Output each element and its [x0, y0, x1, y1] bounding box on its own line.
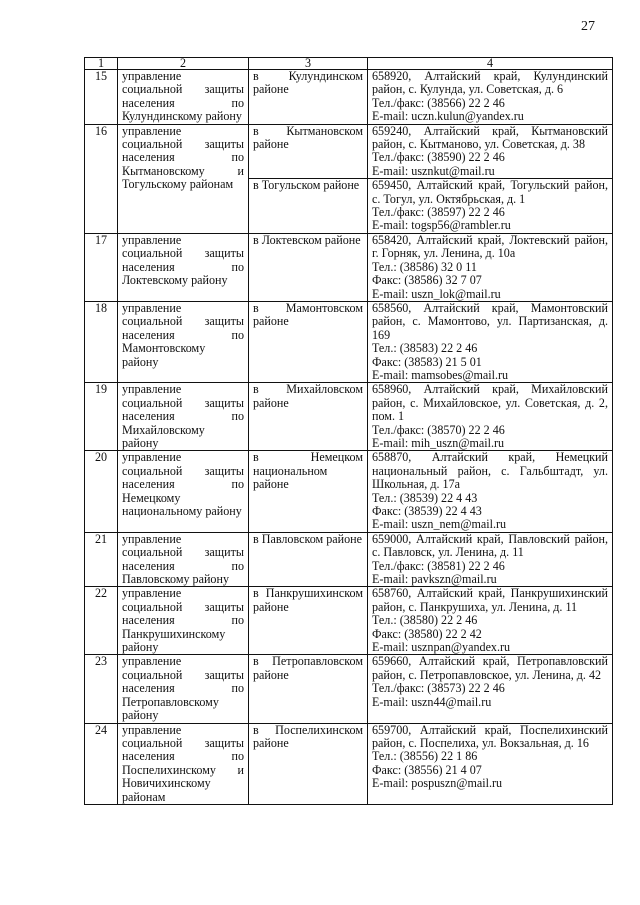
address-cell [368, 301, 613, 382]
email-line: E-mail: uszn_lok@mail.ru [372, 286, 501, 301]
header-cell: 3 [249, 58, 368, 70]
address-line: 658870, Алтайский край, Немецкий национальный район, с. Гальбштадт, ул. Школьная, д. 17а [372, 450, 608, 492]
table-row [85, 655, 613, 723]
district-cell: в Кытмановском районе [249, 124, 368, 179]
table-row [85, 383, 613, 451]
address-cell [368, 451, 613, 532]
department-name: управление социальной защиты населения по Кулундинскому району [118, 70, 249, 125]
address-line: Факс: (38556) 21 4 07 [372, 762, 482, 777]
address-line: Факс: (38580) 22 2 42 [372, 626, 482, 641]
address-line: Факс: (38586) 32 7 07 [372, 273, 482, 288]
address-line: 659240, Алтайский край, Кытмановский район, с. Кытманово, ул. Советская, д. 38 [372, 123, 608, 152]
row-number: 18 [85, 301, 118, 382]
email-line: E-mail: uczn.kulun@yandex.ru [372, 109, 524, 124]
district-cell: в Тогульском районе [249, 179, 368, 234]
district-cell: в Немецком национальном районе [249, 451, 368, 532]
table-row [85, 451, 613, 532]
row-number: 19 [85, 383, 118, 451]
header-row [85, 58, 613, 70]
page-number: 27 [581, 19, 595, 34]
district-cell: в Кулундинском районе [249, 70, 368, 125]
address-line: Факс: (38539) 22 4 43 [372, 504, 482, 518]
address-line: Факс: (38583) 21 5 01 [372, 354, 482, 369]
department-name: управление социальной защиты населения по Павловскому району [118, 532, 249, 587]
table-row [85, 532, 613, 587]
address-line: Тел.: (38583) 22 2 46 [372, 341, 478, 356]
email-line: E-mail: togsp56@rambler.ru [372, 218, 511, 233]
row-number: 23 [85, 655, 118, 723]
address-line: Тел.: (38580) 22 2 46 [372, 613, 478, 628]
department-name: управление социальной защиты населения по Петропавловскому району [118, 655, 249, 723]
table-row [85, 587, 613, 655]
address-line: 659700, Алтайский край, Поспелихинский район, с. Поспелиха, ул. Вокзальная, д. 16 [372, 722, 608, 750]
email-line: E-mail: mamsobes@mail.ru [372, 367, 509, 382]
header-cell: 1 [85, 58, 118, 70]
address-line: Тел.: (38539) 22 4 43 [372, 490, 478, 505]
address-line: Тел.: (38586) 32 0 11 [372, 259, 477, 274]
district-cell: в Михайловском районе [249, 383, 368, 451]
department-name: управление социальной защиты населения по Панкрушихинскому району [118, 587, 249, 655]
department-name: управление социальной защиты населения по Немецкому национальному району [118, 451, 249, 532]
address-line: Тел./факс: (38566) 22 2 46 [372, 95, 505, 110]
row-number: 17 [85, 233, 118, 301]
district-cell: в Мамонтовском районе [249, 301, 368, 382]
row-number: 16 [85, 124, 118, 233]
address-cell [368, 655, 613, 723]
address-cell [368, 383, 613, 451]
department-name: управление социальной защиты населения по Мамонтовскому району [118, 301, 249, 382]
row-number: 21 [85, 532, 118, 587]
table-row [85, 301, 613, 382]
contacts-table [84, 57, 613, 805]
department-name: управление социальной защиты населения по Михайловскому району [118, 383, 249, 451]
table-row [85, 233, 613, 301]
district-cell: в Локтевском районе [249, 233, 368, 301]
address-line: 658920, Алтайский край, Кулундинский район, с. Кулунда, ул. Советская, д. 6 [372, 69, 608, 97]
address-cell [368, 587, 613, 655]
address-line: Тел./факс: (38590) 22 2 46 [372, 150, 505, 165]
address-line: Тел.: (38556) 22 1 86 [372, 749, 478, 764]
address-line: 658960, Алтайский край, Михайловский район, с. Михайловское, ул. Советская, д. 2, пом. 1 [372, 382, 608, 424]
email-line: E-mail: usznpan@yandex.ru [372, 640, 511, 655]
table-row [85, 70, 613, 125]
address-cell [368, 532, 613, 587]
email-line: E-mail: mih_uszn@mail.ru [372, 435, 505, 450]
email-line: E-mail: uszn_nem@mail.ru [372, 517, 507, 532]
address-cell [368, 124, 613, 179]
department-name: управление социальной защиты населения по Кытмановскому и Тогульскому районам [118, 124, 249, 233]
address-line: 658760, Алтайский край, Панкрушихинский район, с. Панкрушиха, ул. Ленина, д. 11 [372, 586, 608, 614]
department-name: управление социальной защиты населения по Поспелихинскому и Новичихинскому районам [118, 723, 249, 804]
row-number: 20 [85, 451, 118, 532]
address-line: Тел./факс: (38581) 22 2 46 [372, 558, 505, 573]
district-cell: в Поспелихинском районе [249, 723, 368, 804]
district-cell: в Панкрушихинском районе [249, 587, 368, 655]
email-line: E-mail: usznkut@mail.ru [372, 163, 495, 178]
address-line: 659660, Алтайский край, Петропавловский район, с. Петропавловское, ул. Ленина, д. 42 [372, 654, 608, 682]
address-line: Тел./факс: (38573) 22 2 46 [372, 681, 505, 696]
address-line: 658560, Алтайский край, Мамонтовский район, с. Мамонтово, ул. Партизанская, д. 169 [372, 300, 608, 342]
address-line: Тел./факс: (38570) 22 2 46 [372, 422, 505, 437]
address-line: 659450, Алтайский край, Тогульский район, с. Тогул, ул. Октябрьская, д. 1 [372, 178, 608, 206]
row-number: 15 [85, 70, 118, 125]
address-line: 658420, Алтайский край, Локтевский район, г. Горняк, ул. Ленина, д. 10а [372, 232, 608, 261]
department-name: управление социальной защиты населения по Локтевскому району [118, 233, 249, 301]
address-cell [368, 233, 613, 301]
table-row [85, 124, 613, 179]
row-number: 22 [85, 587, 118, 655]
row-number: 24 [85, 723, 118, 804]
header-cell: 4 [368, 58, 613, 70]
table-row [85, 723, 613, 804]
address-line: Тел./факс: (38597) 22 2 46 [372, 205, 505, 220]
email-line: E-mail: pospuszn@mail.ru [372, 776, 503, 791]
email-line: E-mail: pavkszn@mail.ru [372, 572, 497, 587]
address-line: 659000, Алтайский край, Павловский район, с. Павловск, ул. Ленина, д. 11 [372, 531, 608, 560]
header-cell: 2 [118, 58, 249, 70]
address-cell [368, 179, 613, 234]
address-cell [368, 70, 613, 125]
email-line: E-mail: uszn44@mail.ru [372, 694, 492, 709]
address-cell [368, 723, 613, 804]
district-cell: в Павловском районе [249, 532, 368, 587]
district-cell: в Петропавловском районе [249, 655, 368, 723]
table-body [85, 70, 613, 805]
